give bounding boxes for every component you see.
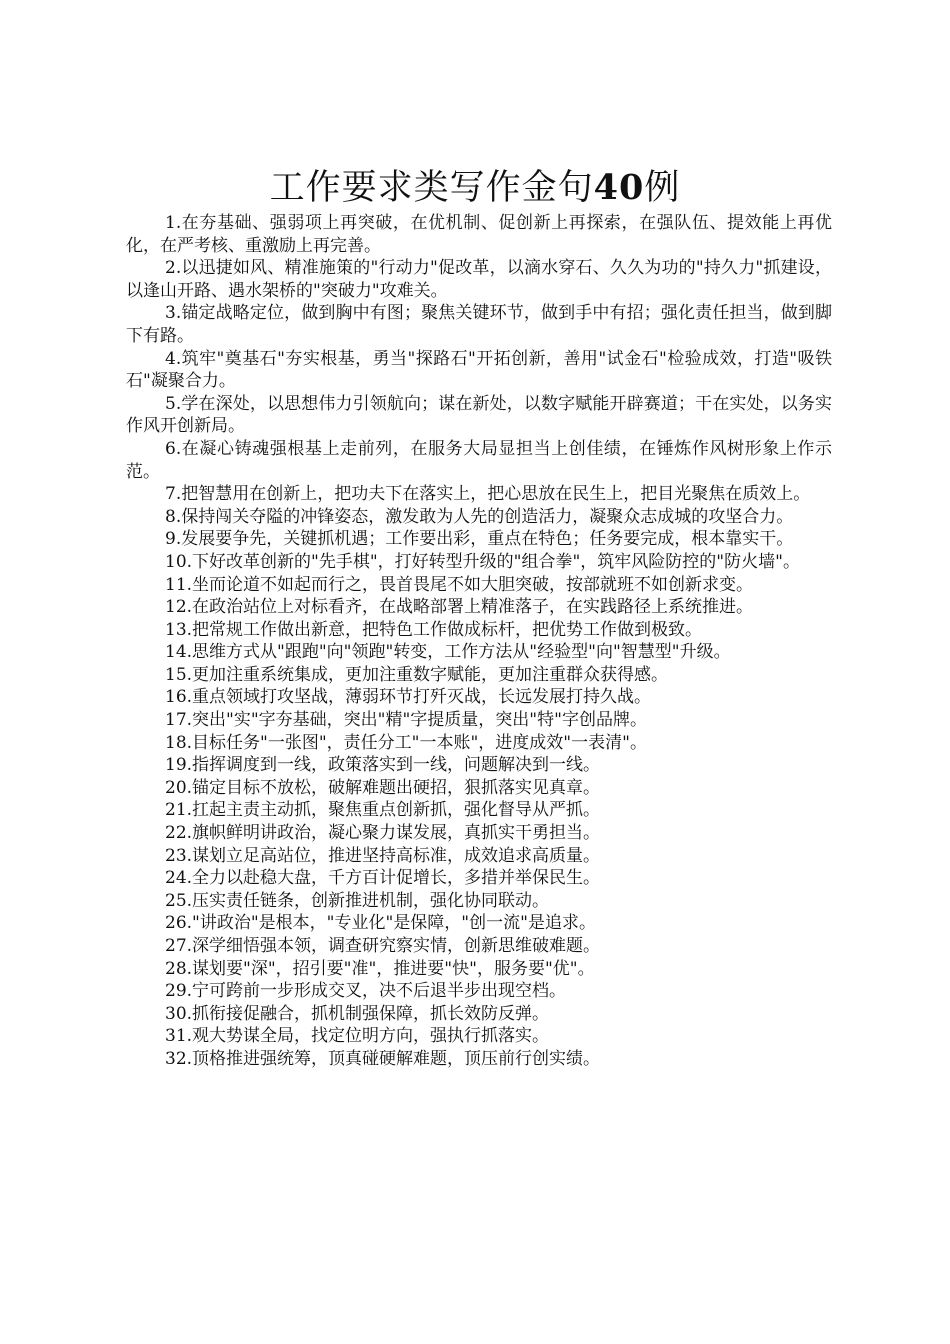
list-item: 5.学在深处，以思想伟力引领航向；谋在新处，以数字赋能开辟赛道；干在实处，以务实作风开创新局。 [126,393,832,437]
list-item: 20.锚定目标不放松，破解难题出硬招，狠抓落实见真章。 [165,777,601,798]
list-item: 26."讲政治"是根本，"专业化"是保障，"创一流"是追求。 [165,913,596,934]
title-number: 40 [593,167,645,208]
sentence-list [126,212,832,1071]
list-item: 17.突出"实"字夯基础，突出"精"字提质量，突出"特"字创品牌。 [165,710,647,731]
list-item: 10.下好改革创新的"先手棋"，打好转型升级的"组合拳"，筑牢风险防控的"防火墙"。 [165,551,800,572]
list-item: 23.谋划立足高站位，推进坚持高标准，成效追求高质量。 [165,845,601,866]
list-item: 1.在夯基础、强弱项上再突破，在优机制、促创新上再探索，在强队伍、提效能上再优化，在严考核、重激励上再完善。 [126,213,832,256]
list-item: 4.筑牢"奠基石"夯实根基，勇当"探路石"开拓创新，善用"试金石"检验成效，打造"吸铁石"凝聚合力。 [126,348,832,392]
list-item: 14.思维方式从"跟跑"向"领跑"转变，工作方法从"经验型"向"智慧型"升级。 [165,642,731,663]
list-item: 15.更加注重系统集成，更加注重数字赋能，更加注重群众获得感。 [165,664,669,685]
list-item: 21.扛起主责主动抓，聚焦重点创新抓，强化督导从严抓。 [165,800,601,821]
list-item: 9.发展要争先，关键抓机遇；工作要出彩，重点在特色；任务要完成，根本靠实干。 [165,529,794,550]
list-item: 24.全力以赴稳大盘，千方百计促增长，多措并举保民生。 [165,868,601,889]
title-text: 工作要求类写作金句 [269,168,594,208]
list-item: 12.在政治站位上对标看齐，在战略部署上精准落子，在实践路径上系统推进。 [165,597,754,618]
list-item: 30.抓衔接促融合，抓机制强保障，抓长效防反弹。 [165,1003,550,1024]
list-item: 31.观大势谋全局，找定位明方向，强执行抓落实。 [165,1026,550,1047]
list-item: 11.坐而论道不如起而行之，畏首畏尾不如大胆突破，按部就班不如创新求变。 [165,574,754,595]
list-item: 3.锚定战略定位，做到胸中有图；聚焦关键环节，做到手中有招；强化责任担当，做到脚下有路。 [126,303,832,346]
list-item: 19.指挥调度到一线，政策落实到一线，问题解决到一线。 [165,755,601,776]
list-item: 27.深学细悟强本领，调查研究察实情，创新思维破难题。 [165,936,601,956]
list-item: 2.以迅捷如风、精准施策的"行动力"促改革，以滴水穿石、久久为功的"持久力"抓建设，以逢山开路、遇水架桥的"突破力"攻难关。 [126,258,832,301]
list-item: 8.保持闯关夺隘的冲锋姿态，激发敢为人先的创造活力，凝聚众志成城的攻坚合力。 [165,506,794,527]
list-item: 29.宁可跨前一步形成交叉，决不后退半步出现空档。 [165,981,567,1002]
title-suffix: 例 [644,168,681,208]
list-item: 32.顶格推进强统筹，顶真碰硬解难题，顶压前行创实绩。 [165,1048,601,1069]
list-item: 18.目标任务"一张图"，责任分工"一本账"，进度成效"一表清"。 [165,732,647,753]
list-item: 13.把常规工作做出新意，把特色工作做成标杆，把优势工作做到极致。 [165,619,703,640]
list-item: 7.把智慧用在创新上，把功夫下在落实上，把心思放在民生上，把目光聚焦在质效上。 [165,484,811,505]
document-title [0,165,950,211]
list-item: 16.重点领域打攻坚战，薄弱环节打歼灭战，长远发展打持久战。 [165,687,652,708]
list-item: 22.旗帜鲜明讲政治，凝心聚力谋发展，真抓实干勇担当。 [165,823,601,844]
list-item: 6.在凝心铸魂强根基上走前列，在服务大局显担当上创佳绩，在锤炼作风树形象上作示范。 [126,438,832,482]
list-item: 28.谋划要"深"，招引要"准"，推进要"快"，服务要"优"。 [165,958,595,979]
list-item: 25.压实责任链条，创新推进机制，强化协同联动。 [165,890,550,911]
